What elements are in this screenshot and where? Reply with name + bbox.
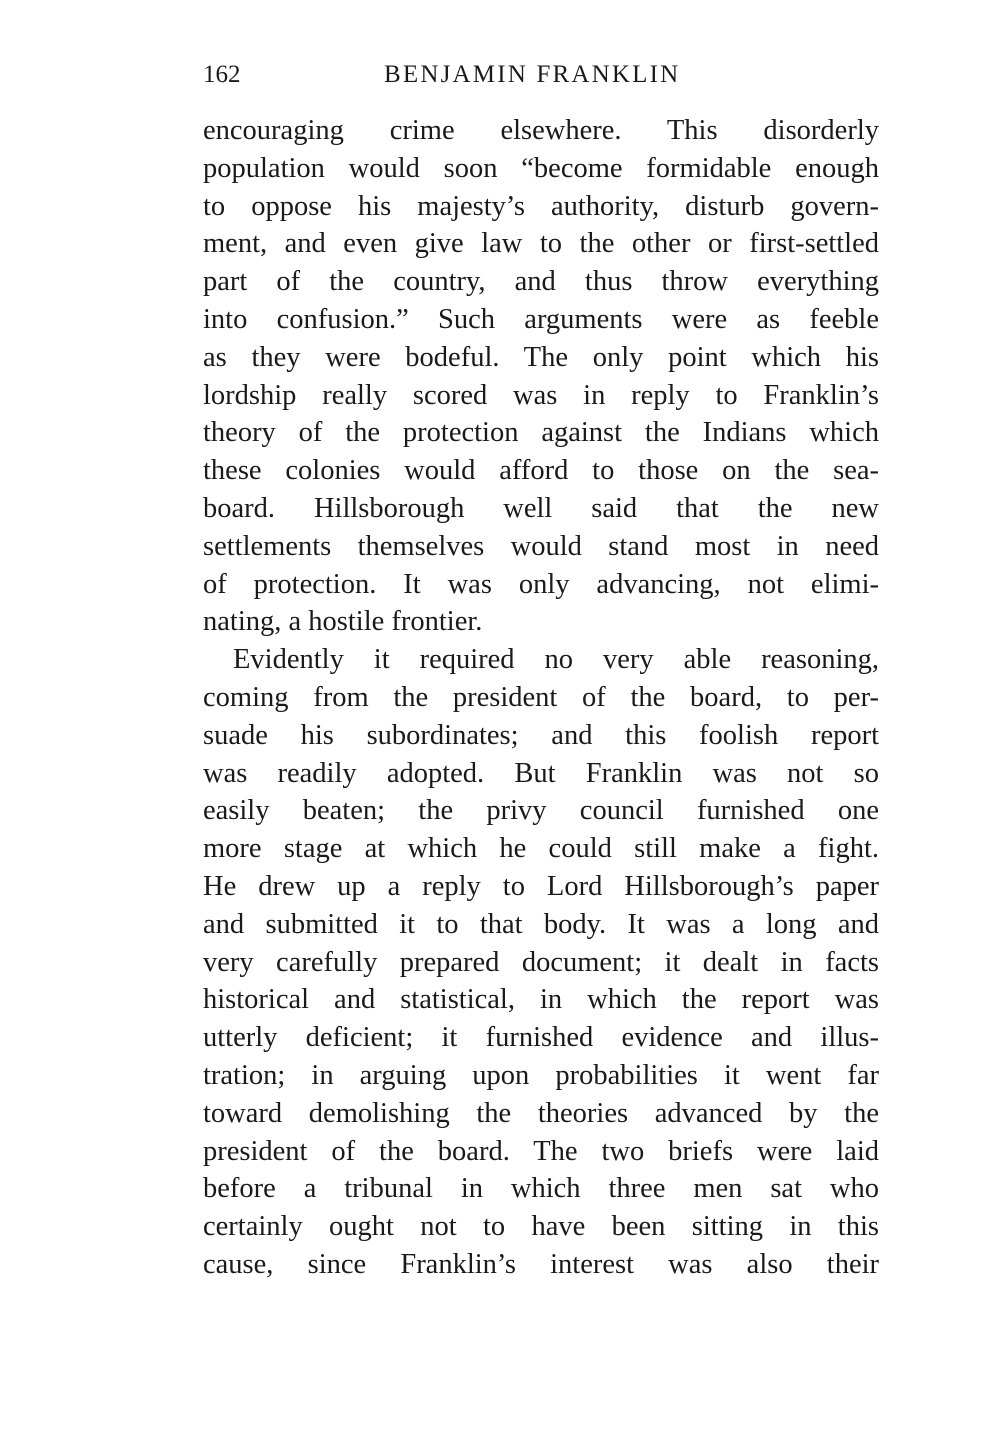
text-line: part of the country, and thus throw everything [203, 266, 879, 298]
page-number: 162 [203, 61, 241, 88]
paragraph-1 [203, 112, 879, 641]
text-line: theory of the protection against the Indians which [203, 417, 879, 449]
text-line: into confusion.” Such arguments were as feeble [203, 303, 879, 335]
text-line: suade his subordinates; and this foolish report [203, 719, 879, 751]
text-line: tration; in arguing upon probabilities it went far [203, 1059, 879, 1091]
paragraph-2 [203, 641, 879, 1284]
text-line: encouraging crime elsewhere. This disorderly [203, 115, 879, 146]
text-line: nating, a hostile frontier. [203, 606, 483, 638]
text-line: these colonies would afford to those on the sea- [203, 455, 879, 487]
text-line: settlements themselves would stand most in need [203, 530, 879, 562]
text-line: was readily adopted. But Franklin was not so [203, 757, 879, 789]
text-line: to oppose his majesty’s authority, disturb govern- [203, 190, 879, 222]
text-line: board. Hillsborough well said that the new [203, 492, 879, 524]
text-line: ment, and even give law to the other or first-settled [203, 228, 879, 260]
text-line: toward demolishing the theories advanced by the [203, 1097, 879, 1129]
text-line: very carefully prepared document; it dealt in facts [203, 946, 879, 978]
text-line: as they were bodeful. The only point which his [203, 341, 879, 373]
text-line: historical and statistical, in which the report was [203, 984, 879, 1016]
text-line: Evidently it required no very able reasoning, [233, 644, 879, 676]
running-title: BENJAMIN FRANKLIN [384, 61, 681, 88]
text-line: lordship really scored was in reply to Franklin’s [203, 379, 879, 411]
text-line: and submitted it to that body. It was a long and [203, 908, 879, 940]
text-line: president of the board. The two briefs were laid [203, 1135, 879, 1167]
body-text [203, 112, 879, 1284]
text-line: cause, since Franklin’s interest was also their [203, 1248, 879, 1280]
text-line: easily beaten; the privy council furnished one [203, 795, 879, 827]
text-line: certainly ought not to have been sitting in this [203, 1211, 879, 1243]
running-header [203, 58, 879, 92]
text-line: population would soon “become formidable enough [203, 152, 879, 184]
text-line: before a tribunal in which three men sat who [203, 1173, 879, 1205]
text-line: of protection. It was only advancing, not elimi- [203, 568, 879, 600]
text-line: He drew up a reply to Lord Hillsborough’s paper [203, 870, 879, 902]
text-line: more stage at which he could still make a fight. [203, 833, 879, 865]
text-line: utterly deficient; it furnished evidence and illus- [203, 1022, 879, 1054]
text-line: coming from the president of the board, to per- [203, 681, 879, 713]
